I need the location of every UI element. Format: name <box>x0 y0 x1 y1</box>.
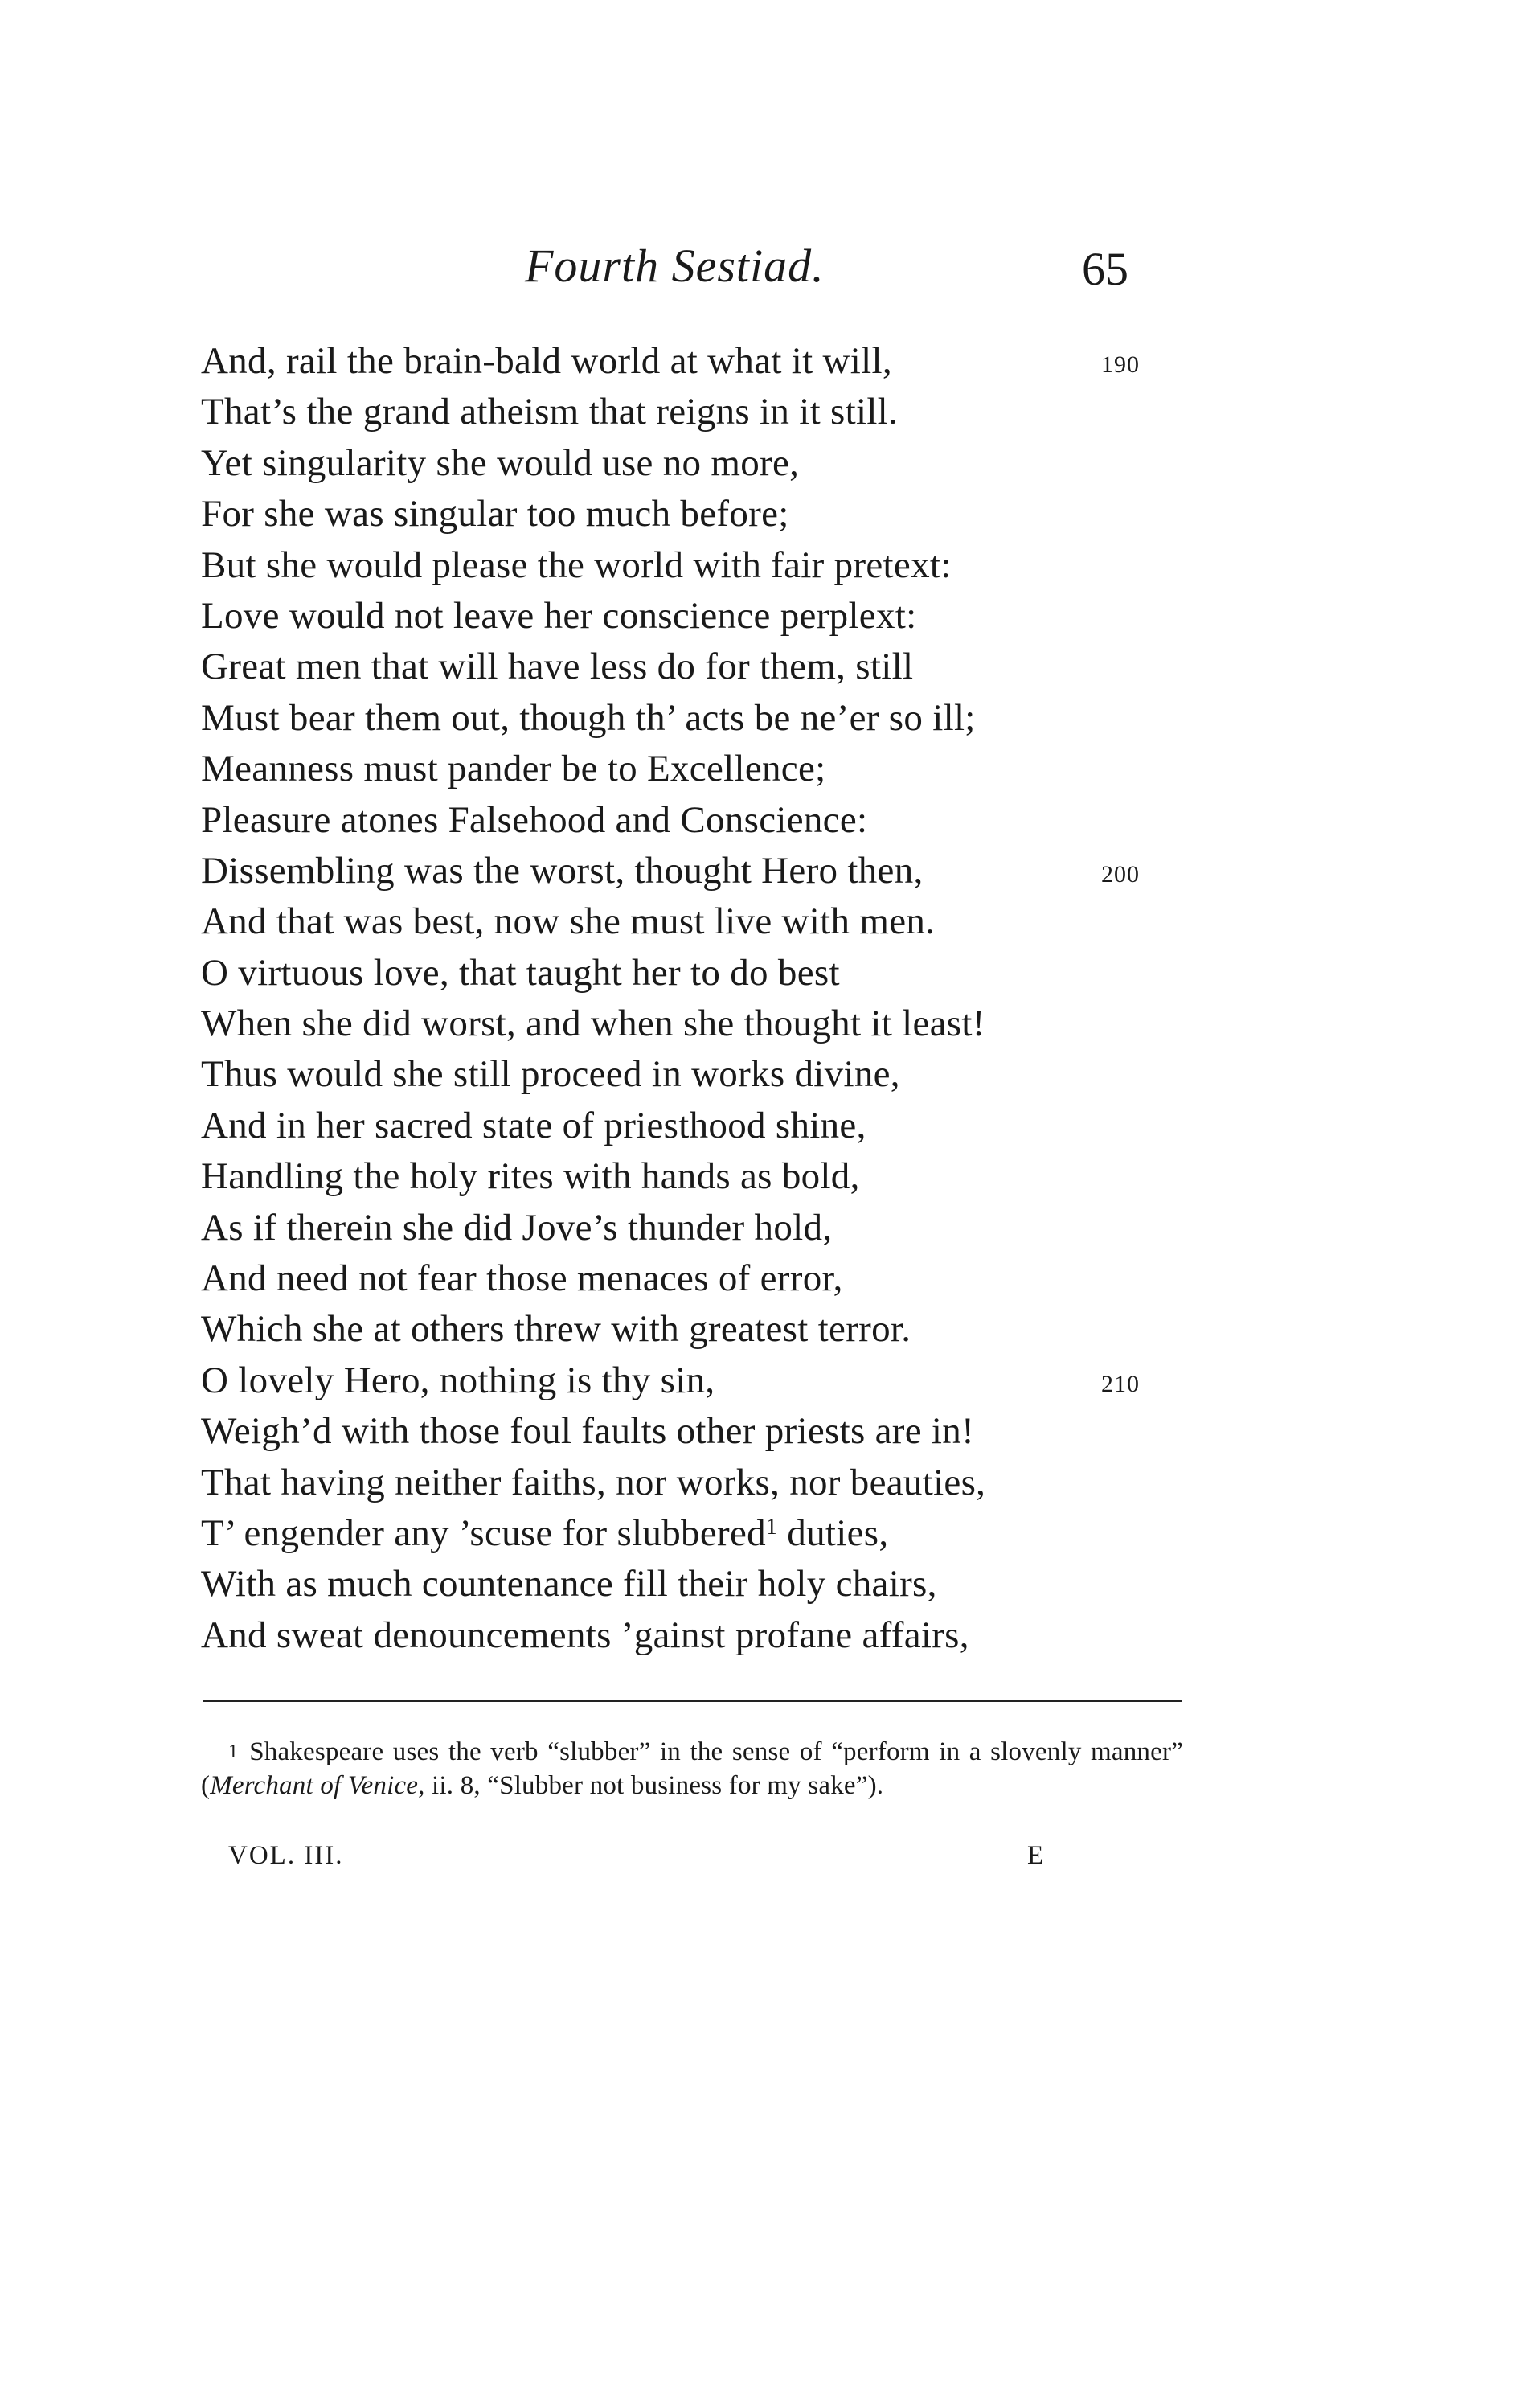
footnote-work-title: Merchant of Venice <box>210 1771 419 1800</box>
verse-text: And that was best, now she must live with men. <box>201 900 936 943</box>
footnote-text-end: , ii. 8, “Slubber not business for my sake”). <box>418 1771 884 1800</box>
verse-text: For she was singular too much before; <box>201 493 789 535</box>
verse-line <box>201 1559 1206 1610</box>
line-number: 200 <box>1101 860 1140 888</box>
verse-line <box>201 795 1206 846</box>
verse-line <box>201 1355 1206 1406</box>
verse-text: As if therein she did Jove’s thunder hold, <box>201 1206 833 1249</box>
verse-line <box>201 1101 1206 1151</box>
verse-line <box>201 1610 1206 1661</box>
verse-text: But she would please the world with fair pretext: <box>201 543 952 586</box>
verse-text: Must bear them out, though th’ acts be ne’er so ill; <box>201 696 976 739</box>
verse-text: Handling the holy rites with hands as bold, <box>201 1155 860 1198</box>
verse-text: O lovely Hero, nothing is thy sin, <box>201 1359 715 1401</box>
verse-line <box>201 1151 1206 1202</box>
verse-text: Love would not leave her conscience perplext: <box>201 594 917 637</box>
verse-text: That having neither faiths, nor works, nor beauties, <box>201 1461 986 1503</box>
footnote-mark: 1 <box>228 1741 239 1762</box>
footnote-text: Shakespeare uses the verb “slubber” in the sense of “perform in a slovenly manner” ( <box>201 1737 1183 1800</box>
verse-line <box>201 1508 1206 1559</box>
verse-text: Which she at others threw with greatest terror. <box>201 1308 911 1351</box>
verse-line <box>201 540 1206 591</box>
verse-text: Yet singularity she would use no more, <box>201 441 800 484</box>
verse-line <box>201 948 1206 999</box>
verse-line <box>201 693 1206 744</box>
verse-line <box>201 744 1206 794</box>
verse-text-continued: duties, <box>777 1511 889 1554</box>
verse-line <box>201 1049 1206 1100</box>
volume-signature: VOL. III. <box>228 1841 344 1870</box>
verse-text: And need not fear those menaces of error, <box>201 1257 843 1300</box>
verse-line <box>201 1203 1206 1253</box>
footnote <box>201 1735 1183 1802</box>
verse-line <box>201 387 1206 437</box>
footnote-reference: 1 <box>765 1514 778 1540</box>
verse-text: And, rail the brain-bald world at what it will, <box>201 340 892 382</box>
verse-text: T’ engender any ’scuse for slubbered <box>201 1511 766 1554</box>
running-title: Fourth Sestiad. <box>525 240 825 292</box>
verse-line <box>201 846 1206 896</box>
verse-line <box>201 896 1206 947</box>
verse-line <box>201 489 1206 539</box>
verse-line <box>201 999 1206 1049</box>
verse-line <box>201 642 1206 692</box>
verse-line <box>201 1406 1206 1457</box>
verse-text: And in her sacred state of priesthood shine, <box>201 1104 866 1146</box>
footnote-divider <box>203 1700 1182 1702</box>
line-number: 190 <box>1101 351 1140 378</box>
verse-text: Great men that will have less do for them, still <box>201 646 914 688</box>
verse-text: That’s the grand atheism that reigns in it still. <box>201 391 899 433</box>
verse-text: With as much countenance fill their holy chairs, <box>201 1563 937 1605</box>
poem-body <box>201 336 1206 1661</box>
verse-line <box>201 336 1206 387</box>
verse-text: Dissembling was the worst, thought Hero then, <box>201 849 924 892</box>
verse-line <box>201 1458 1206 1508</box>
verse-text: Weigh’d with those foul faults other priests are in! <box>201 1410 975 1453</box>
verse-line <box>201 591 1206 642</box>
verse-line <box>201 1253 1206 1304</box>
verse-text: Thus would she still proceed in works divine, <box>201 1053 900 1096</box>
gathering-signature: E <box>1027 1841 1044 1870</box>
verse-text: When she did worst, and when she thought it least! <box>201 1003 985 1045</box>
line-number: 210 <box>1101 1370 1140 1397</box>
verse-text: Meanness must pander be to Excellence; <box>201 748 826 790</box>
verse-line <box>201 438 1206 489</box>
page-number: 65 <box>1082 243 1128 295</box>
verse-text: O virtuous love, that taught her to do best <box>201 951 840 994</box>
verse-text: Pleasure atones Falsehood and Conscience: <box>201 798 868 841</box>
verse-line <box>201 1304 1206 1355</box>
verse-text: And sweat denouncements ’gainst profane affairs, <box>201 1614 969 1656</box>
